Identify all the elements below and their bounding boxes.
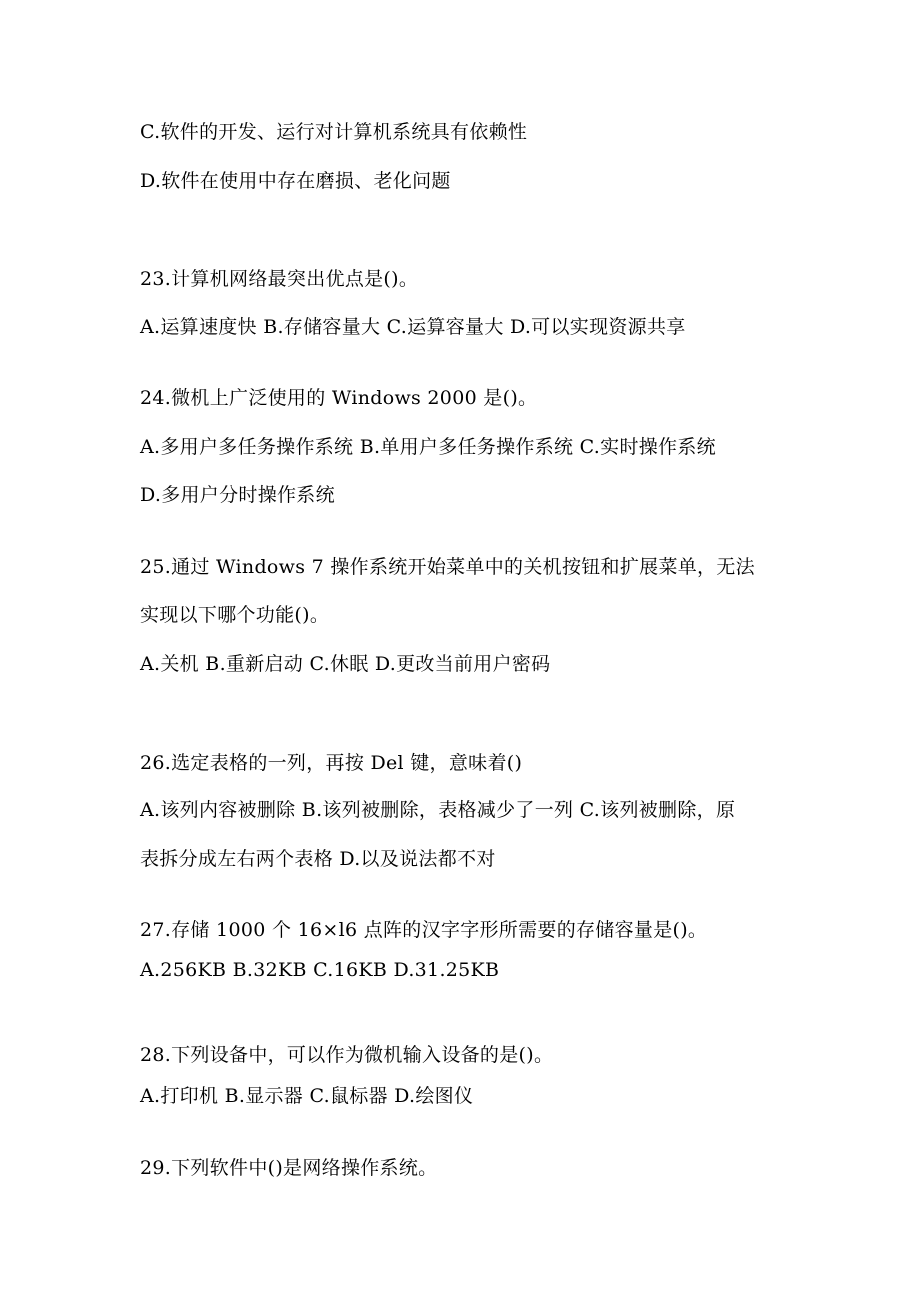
question-25-line1: 25.通过 Windows 7 操作系统开始菜单中的关机按钮和扩展菜单，无法 <box>140 556 755 578</box>
question-29: 29.下列软件中()是网络操作系统。 <box>140 1157 438 1179</box>
option-c-q22: C.软件的开发、运行对计算机系统具有依赖性 <box>140 121 528 143</box>
options-q25: A.关机 B.重新启动 C.休眠 D.更改当前用户密码 <box>140 653 551 675</box>
question-23: 23.计算机网络最突出优点是()。 <box>140 268 419 290</box>
options-q26-line2: 表拆分成左右两个表格 D.以及说法都不对 <box>140 848 496 870</box>
options-q27: A.256KB B.32KB C.16KB D.31.25KB <box>140 959 500 981</box>
question-26: 26.选定表格的一列，再按 Del 键，意味着() <box>140 752 523 774</box>
question-28: 28.下列设备中，可以作为微机输入设备的是()。 <box>140 1044 554 1066</box>
options-q24-line1: A.多用户多任务操作系统 B.单用户多任务操作系统 C.实时操作系统 <box>140 436 716 458</box>
option-d-q22: D.软件在使用中存在磨损、老化问题 <box>140 170 451 192</box>
question-27: 27.存储 1000 个 16×l6 点阵的汉字字形所需要的存储容量是()。 <box>140 919 708 941</box>
question-24: 24.微机上广泛使用的 Windows 2000 是()。 <box>140 387 538 409</box>
options-q28: A.打印机 B.显示器 C.鼠标器 D.绘图仪 <box>140 1085 474 1107</box>
options-q23: A.运算速度快 B.存储容量大 C.运算容量大 D.可以实现资源共享 <box>140 316 686 338</box>
options-q24-line2: D.多用户分时操作系统 <box>140 484 335 506</box>
options-q26-line1: A.该列内容被删除 B.该列被删除，表格减少了一列 C.该列被删除，原 <box>140 799 736 821</box>
question-25-line2: 实现以下哪个功能()。 <box>140 604 330 626</box>
